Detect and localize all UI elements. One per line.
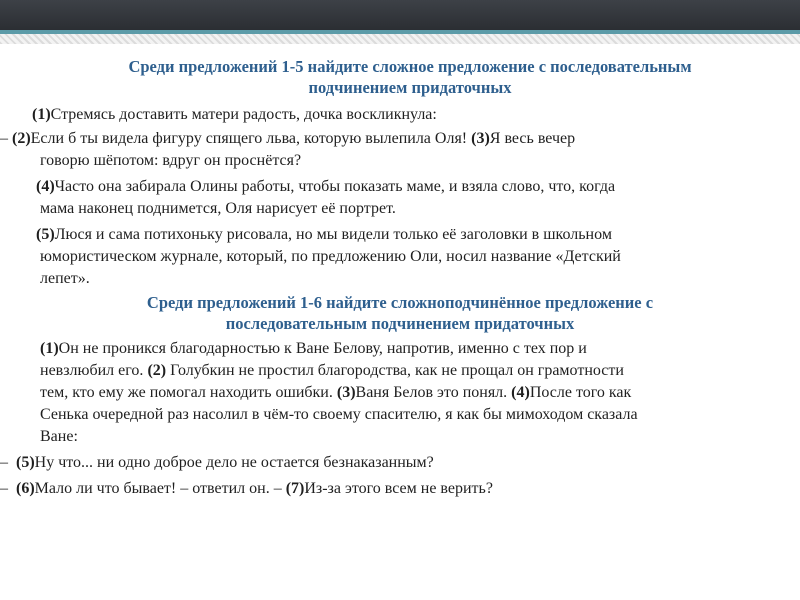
dash: – [0,454,8,471]
sentence-text: Я весь вечер [489,130,576,147]
sentence-text: Часто она забирала Олины работы, чтобы показать маме, и взяла слово, что, когда [54,178,616,195]
dash: – [0,480,8,497]
sentence-text: Люся и сама потихоньку рисовала, но мы видели только её заголовки в школьном [54,226,612,243]
sentence-text: невзлюбил его. [40,362,148,379]
sentence-text: После того как [529,384,632,401]
sentence-number: (4) [36,178,55,195]
sentence-text-line2: говорю шёпотом: вдруг он проснётся? [40,152,302,169]
task1-sentence-5 [0,224,776,290]
sentence-text: Стремясь доставить матери радость, дочка воскликнула: [50,106,437,123]
sentence-number: (5) [36,226,55,243]
task2-heading [50,292,750,334]
sentence-number: (1) [32,106,51,123]
sentence-number: (1) [40,340,59,357]
sentence-number: (7) [285,480,305,497]
sentence-text: Он не проникся благодарностью к Ване Белову, напротив, именно с тех пор и [58,340,587,357]
sentence-number: (3) [471,130,490,147]
task2-heading-line1: Среди предложений 1-6 найдите сложноподчинённое предложение с [146,293,654,312]
task1-sentence-2 [0,128,770,172]
task2-paragraph [0,338,780,448]
sentence-text: Голубкин не простил благородства, как не прощал он грамотности [166,362,624,379]
task2-sentence-5 [0,452,770,474]
sentence-text-line5: Ване: [40,428,78,445]
slide-content [0,48,800,500]
top-header-bar [0,0,800,30]
sentence-text: Мало ли что бывает! – ответил он. – [34,480,286,497]
sentence-text: тем, кто ему же помогал находить ошибки. [40,384,337,401]
decorative-stripe [0,34,800,44]
sentence-number: (6) [16,480,35,497]
sentence-text-line2: мама наконец поднимется, Оля нарисует её портрет. [40,200,396,217]
sentence-text: Если б ты видела фигуру спящего льва, которую вылепила Оля! [30,130,472,147]
task1-heading-line1: Среди предложений 1-5 найдите сложное предложение с последовательным [128,57,692,76]
sentence-number: (5) [16,454,35,471]
sentence-text-line3: лепет». [40,270,90,287]
dash: – [0,130,8,147]
sentence-text: Из-за этого всем не верить? [304,480,493,497]
task2-sentence-6 [0,478,770,500]
sentence-number: (2) [147,362,167,379]
sentence-number: (2) [12,130,31,147]
task1-heading-line2: подчинением придаточных [308,78,512,97]
task1-sentence-1 [0,104,762,126]
task1-sentence-4 [0,176,776,220]
task2-heading-line2: последовательным подчинением придаточных [225,314,575,333]
sentence-text: Ваня Белов это понял. [355,384,512,401]
sentence-number: (3) [336,384,356,401]
task1-heading [60,56,760,98]
sentence-number: (4) [511,384,530,401]
sentence-text-line2: юмористическом журнале, который, по предложению Оли, носил название «Детский [40,248,621,265]
sentence-text-line4: Сенька очередной раз насолил в чём-то своему спасителю, я как бы мимоходом сказала [40,406,638,423]
sentence-text: Ну что... ни одно доброе дело не остается безнаказанным? [34,454,434,471]
